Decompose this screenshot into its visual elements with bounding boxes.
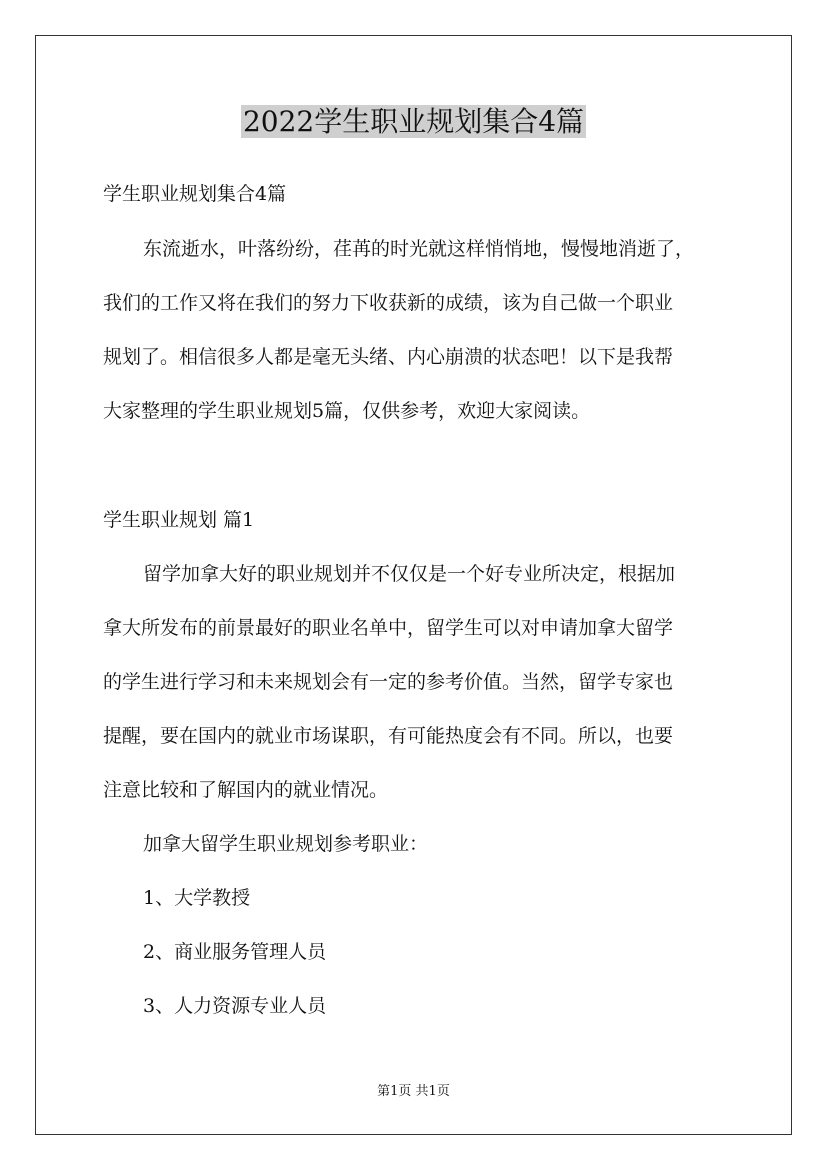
- intro-line-2: 我们的工作又将在我们的努力下收获新的成绩，该为自己做一个职业: [103, 292, 674, 314]
- intro-line-4: 大家整理的学生职业规划5篇，仅供参考，欢迎大家阅读。: [103, 400, 591, 422]
- section-line-5: 注意比较和了解国内的就业情况。: [103, 779, 389, 801]
- list-heading: 加拿大留学生职业规划参考职业：: [143, 833, 429, 855]
- section-line-3: 的学生进行学习和未来规划会有一定的参考价值。当然，留学专家也: [103, 671, 674, 693]
- document-subtitle: 学生职业规划集合4篇: [103, 183, 287, 205]
- section-heading: 学生职业规划 篇1: [103, 509, 255, 531]
- intro-line-3: 规划了。相信很多人都是毫无头绪、内心崩溃的状态吧！以下是我帮: [103, 346, 674, 368]
- page-footer: 第1页 共1页: [377, 1084, 450, 1099]
- document-title: [0, 98, 827, 146]
- section-line-1: 留学加拿大好的职业规划并不仅仅是一个好专业所决定，根据加: [143, 563, 676, 585]
- document-title-text: 2022学生职业规划集合4篇: [242, 105, 585, 138]
- section-line-2: 拿大所发布的前景最好的职业名单中，留学生可以对申请加拿大留学: [103, 617, 674, 639]
- section-line-4: 提醒，要在国内的就业市场谋职，有可能热度会有不同。所以，也要: [103, 725, 674, 747]
- list-item: 2、商业服务管理人员: [143, 941, 327, 963]
- intro-line-1: 东流逝水，叶落纷纷，荏苒的时光就这样悄悄地，慢慢地消逝了，: [143, 238, 695, 260]
- list-item: 3、人力资源专业人员: [143, 995, 327, 1017]
- list-item: 1、大学教授: [143, 887, 251, 909]
